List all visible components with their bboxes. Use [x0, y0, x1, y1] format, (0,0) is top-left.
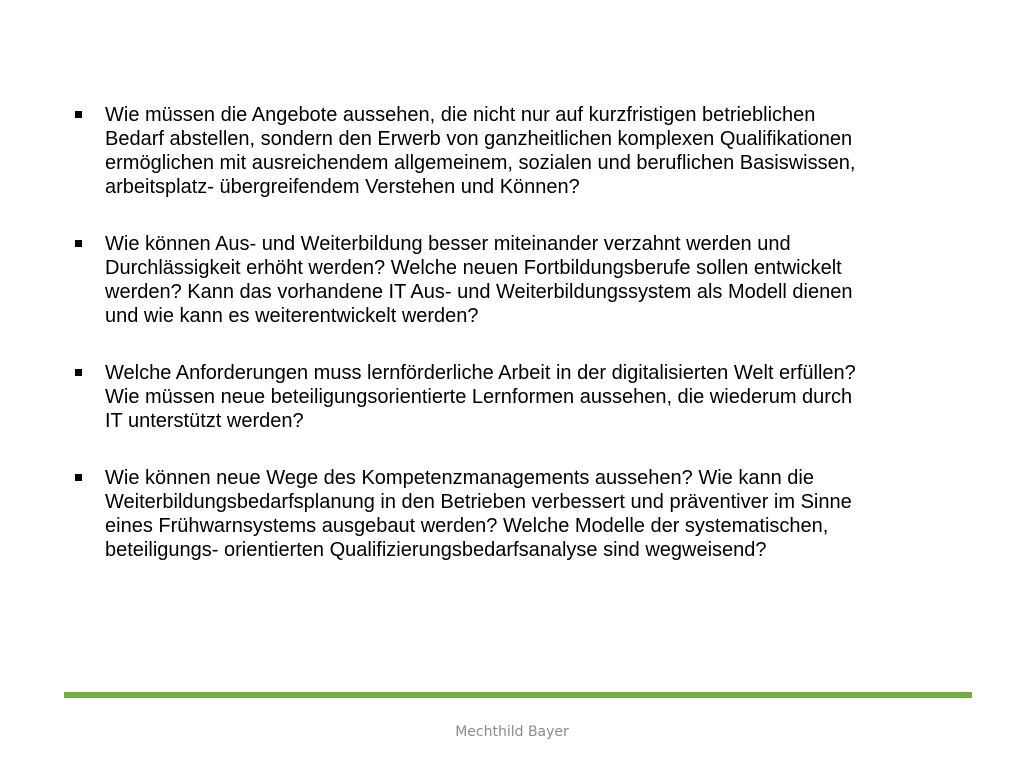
square-bullet-icon: [75, 474, 82, 481]
square-bullet-icon: [75, 240, 82, 247]
bullet-item: [72, 103, 972, 199]
bullet-text: [105, 103, 972, 199]
text-line: ermöglichen mit ausreichendem allgemeinem, sozialen und beruflichen Basiswissen,: [105, 152, 856, 174]
bullet-item: [72, 232, 972, 328]
text-line: Welche Anforderungen muss lernförderliche Arbeit in der digitalisierten Welt erfüllen?: [105, 362, 856, 384]
text-line: Wie müssen neue beteiligungsorientierte Lernformen aussehen, die wiederum durch: [105, 386, 853, 408]
bullet-list: [72, 103, 972, 595]
text-line: IT unterstützt werden?: [105, 410, 304, 432]
text-line: Wie müssen die Angebote aussehen, die nicht nur auf kurzfristigen betrieblichen: [105, 104, 816, 126]
text-line: Bedarf abstellen, sondern den Erwerb von ganzheitlichen komplexen Qualifikationen: [105, 128, 853, 150]
text-line: Wie können neue Wege des Kompetenzmanagements aussehen? Wie kann die: [105, 467, 814, 489]
bullet-item: [72, 361, 972, 433]
bullet-text: [105, 232, 972, 328]
text-line: Weiterbildungsbedarfsplanung in den Betrieben verbessert und präventiver im Sinne: [105, 491, 852, 513]
bullet-item: [72, 466, 972, 562]
footer-author: Mechthild Bayer: [455, 724, 569, 740]
text-line: Durchlässigkeit erhöht werden? Welche neuen Fortbildungsberufe sollen entwickelt: [105, 257, 842, 279]
square-bullet-icon: [75, 369, 82, 376]
square-bullet-icon: [75, 111, 82, 118]
footer-divider: [64, 692, 972, 698]
bullet-text: [105, 361, 972, 433]
text-line: arbeitsplatz- übergreifendem Verstehen und Können?: [105, 176, 580, 198]
text-line: eines Frühwarnsystems ausgebaut werden? Welche Modelle der systematischen,: [105, 515, 829, 537]
text-line: und wie kann es weiterentwickelt werden?: [105, 305, 479, 327]
text-line: Wie können Aus- und Weiterbildung besser miteinander verzahnt werden und: [105, 233, 791, 255]
text-line: beteiligungs- orientierten Qualifizierungsbedarfsanalyse sind wegweisend?: [105, 539, 767, 561]
bullet-text: [105, 466, 972, 562]
text-line: werden? Kann das vorhandene IT Aus- und Weiterbildungssystem als Modell dienen: [105, 281, 853, 303]
